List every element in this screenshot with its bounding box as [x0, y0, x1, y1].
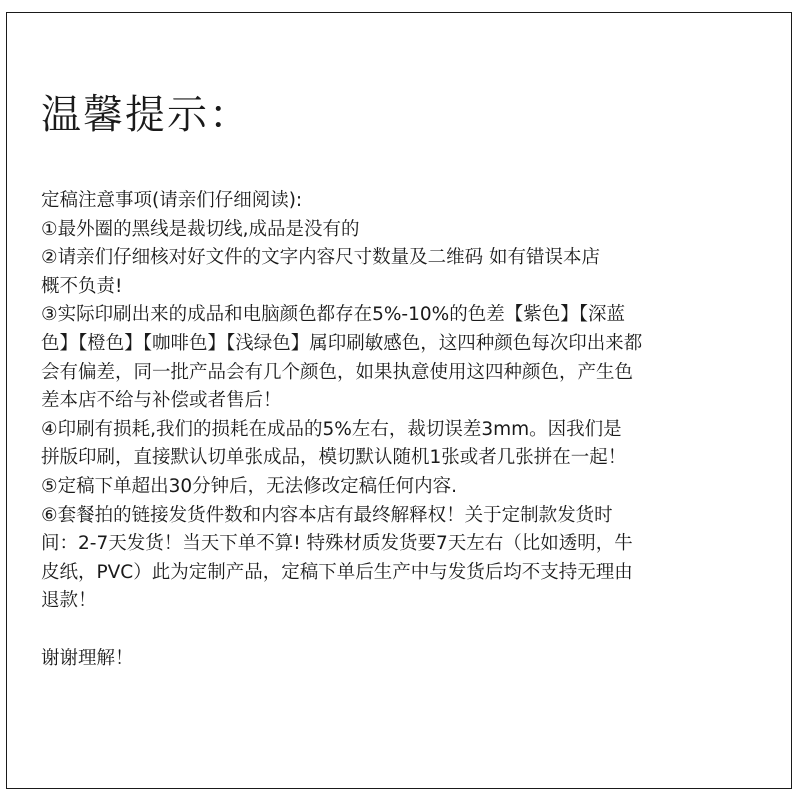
notice-body: [41, 187, 771, 673]
notice-line: 拼版印刷，直接默认切单张成品，模切默认随机1张或者几张拼在一起！: [41, 447, 627, 469]
notice-line: ④印刷有损耗,我们的损耗在成品的5%左右，裁切误差3mm。因我们是: [41, 418, 622, 440]
notice-line: ⑤定稿下单超出30分钟后，无法修改定稿任何内容.: [41, 475, 458, 497]
intro-line: 定稿注意事项(请亲们仔细阅读):: [41, 190, 303, 211]
notice-line: 概不负责!: [41, 275, 123, 297]
notice-frame: [6, 12, 792, 789]
paragraph-gap: [41, 616, 771, 645]
notice-title: 温馨提示：: [41, 92, 251, 138]
notice-line: ①最外圈的黑线是裁切线,成品是没有的: [41, 218, 360, 240]
notice-line: ②请亲们仔细核对好文件的文字内容尺寸数量及二维码 如有错误本店: [41, 247, 600, 269]
notice-line: 色】【橙色】【咖啡色】【浅绿色】属印刷敏感色，这四种颜色每次印出来都: [41, 332, 643, 354]
notice-line: ⑥套餐拍的链接发货件数和内容本店有最终解释权！关于定制款发货时: [41, 504, 613, 526]
notice-line: 皮纸，PVC）此为定制产品，定稿下单后生产中与发货后均不支持无理由: [41, 561, 633, 583]
closing-line: 谢谢理解！: [41, 647, 134, 669]
notice-line: 差本店不给与补偿或者售后！: [41, 390, 282, 412]
notice-line: 退款！: [41, 590, 97, 612]
notice-line: 会有偏差，同一批产品会有几个颜色，如果执意使用这四种颜色，产生色: [41, 361, 634, 383]
notice-line: 间：2-7天发货！当天下单不算! 特殊材质发货要7天左右（比如透明，牛: [41, 533, 633, 555]
notice-line: ③实际印刷出来的成品和电脑颜色都存在5%-10%的色差【紫色】【深蓝: [41, 304, 625, 326]
